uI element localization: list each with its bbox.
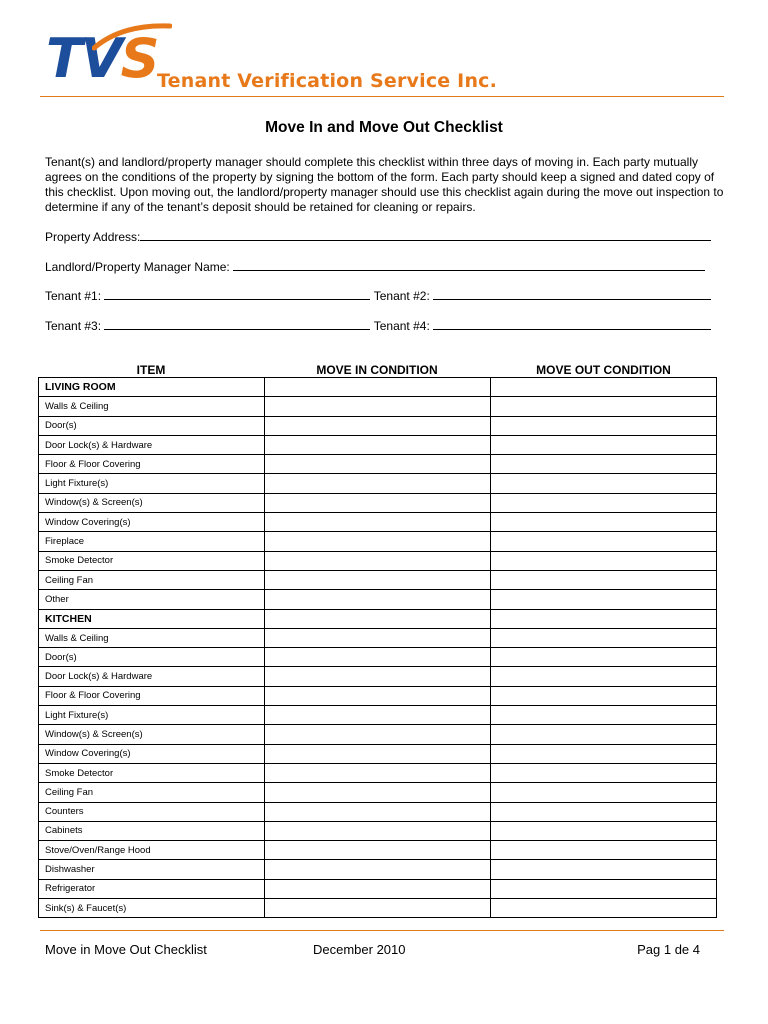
item-label: Dishwasher [39, 860, 265, 879]
table-row [39, 628, 717, 647]
move-in-condition-cell[interactable] [265, 397, 491, 416]
move-in-condition-cell[interactable] [265, 551, 491, 570]
move-out-condition-cell[interactable] [491, 474, 717, 493]
item-label: Walls & Ceiling [39, 628, 265, 647]
table-row [39, 648, 717, 667]
company-name: Tenant Verification Service Inc. [157, 70, 498, 92]
page-footer [40, 930, 724, 961]
move-out-condition-cell[interactable] [491, 570, 717, 589]
item-label: Floor & Floor Covering [39, 455, 265, 474]
move-out-condition-cell[interactable] [491, 435, 717, 454]
move-out-condition-cell[interactable] [491, 648, 717, 667]
checklist-table [38, 377, 717, 918]
tenant2-label: Tenant #2: [373, 289, 430, 303]
move-out-condition-cell[interactable] [491, 706, 717, 725]
move-out-condition-cell[interactable] [491, 551, 717, 570]
logo-swoosh-icon [92, 22, 172, 52]
item-label: Window(s) & Screen(s) [39, 493, 265, 512]
logo-letter-s: S [120, 27, 158, 90]
move-in-condition-cell[interactable] [265, 493, 491, 512]
move-out-condition-cell[interactable] [491, 455, 717, 474]
item-label: Window Covering(s) [39, 513, 265, 532]
table-row [39, 686, 717, 705]
move-out-condition-cell[interactable] [491, 378, 717, 397]
tenant3-field[interactable] [104, 318, 370, 330]
move-out-condition-cell[interactable] [491, 609, 717, 628]
item-label: Smoke Detector [39, 551, 265, 570]
move-out-condition-cell[interactable] [491, 802, 717, 821]
section-heading: KITCHEN [39, 609, 265, 628]
move-in-condition-cell[interactable] [265, 416, 491, 435]
move-in-condition-cell[interactable] [265, 763, 491, 782]
move-out-condition-cell[interactable] [491, 879, 717, 898]
move-in-condition-cell[interactable] [265, 667, 491, 686]
move-out-condition-cell[interactable] [491, 532, 717, 551]
table-row [39, 899, 717, 918]
move-in-condition-cell[interactable] [265, 841, 491, 860]
item-label: Floor & Floor Covering [39, 686, 265, 705]
column-header-move-out: MOVE OUT CONDITION [536, 363, 671, 377]
document-header [40, 28, 724, 97]
checklist-body [39, 378, 717, 918]
move-out-condition-cell[interactable] [491, 841, 717, 860]
property-address-field[interactable] [140, 229, 711, 241]
move-out-condition-cell[interactable] [491, 725, 717, 744]
move-in-condition-cell[interactable] [265, 378, 491, 397]
tenant1-field[interactable] [104, 288, 370, 300]
move-out-condition-cell[interactable] [491, 513, 717, 532]
move-out-condition-cell[interactable] [491, 397, 717, 416]
item-label: Sink(s) & Faucet(s) [39, 899, 265, 918]
move-out-condition-cell[interactable] [491, 763, 717, 782]
move-in-condition-cell[interactable] [265, 821, 491, 840]
column-header-move-in: MOVE IN CONDITION [316, 363, 438, 377]
table-row [39, 532, 717, 551]
table-row [39, 397, 717, 416]
footer-page-number: Pag 1 de 4 [637, 942, 700, 957]
move-in-condition-cell[interactable] [265, 706, 491, 725]
move-in-condition-cell[interactable] [265, 686, 491, 705]
property-address-row [45, 229, 711, 244]
table-row [39, 493, 717, 512]
table-row [39, 841, 717, 860]
move-in-condition-cell[interactable] [265, 435, 491, 454]
item-label: Window Covering(s) [39, 744, 265, 763]
move-out-condition-cell[interactable] [491, 686, 717, 705]
logo-letter-v: V [80, 27, 121, 90]
table-row [39, 725, 717, 744]
item-label: Light Fixture(s) [39, 706, 265, 725]
item-label: Door Lock(s) & Hardware [39, 435, 265, 454]
item-label: Counters [39, 802, 265, 821]
move-in-condition-cell[interactable] [265, 783, 491, 802]
item-label: Ceiling Fan [39, 570, 265, 589]
move-in-condition-cell[interactable] [265, 513, 491, 532]
table-row [39, 879, 717, 898]
intro-paragraph: Tenant(s) and landlord/property manager should complete this checklist within three days of moving in. Each party mutually agrees on the conditions of the property by signing the bottom of the form. Each party should keep a signed and dated copy of this checklist. Upon moving out, the landlord/property manager should use this checklist again during the move out inspection to determine if any of the tenant’s deposit should be retained for cleaning or repairs. [45, 155, 724, 214]
item-label: Refrigerator [39, 879, 265, 898]
move-in-condition-cell[interactable] [265, 802, 491, 821]
move-in-condition-cell[interactable] [265, 474, 491, 493]
tenant4-label: Tenant #4: [373, 319, 430, 333]
item-label: Walls & Ceiling [39, 397, 265, 416]
table-row [39, 455, 717, 474]
item-label: Light Fixture(s) [39, 474, 265, 493]
move-in-condition-cell[interactable] [265, 609, 491, 628]
section-row [39, 378, 717, 397]
item-label: Window(s) & Screen(s) [39, 725, 265, 744]
move-in-condition-cell[interactable] [265, 648, 491, 667]
table-row [39, 744, 717, 763]
table-row [39, 763, 717, 782]
tenant-row-2 [45, 318, 711, 333]
section-heading: LIVING ROOM [39, 378, 265, 397]
table-row [39, 802, 717, 821]
tenant3-label: Tenant #3: [45, 319, 102, 333]
tenant-row-1 [45, 288, 711, 303]
move-in-condition-cell[interactable] [265, 455, 491, 474]
table-row [39, 667, 717, 686]
tenant1-label: Tenant #1: [45, 289, 102, 303]
table-row [39, 706, 717, 725]
footer-date: December 2010 [313, 942, 406, 957]
move-out-condition-cell[interactable] [491, 628, 717, 647]
move-in-condition-cell[interactable] [265, 532, 491, 551]
column-header-item: ITEM [136, 363, 166, 377]
move-out-condition-cell[interactable] [491, 783, 717, 802]
move-in-condition-cell[interactable] [265, 628, 491, 647]
item-label: Door Lock(s) & Hardware [39, 667, 265, 686]
move-out-condition-cell[interactable] [491, 590, 717, 609]
manager-name-field[interactable] [233, 259, 705, 271]
move-out-condition-cell[interactable] [491, 744, 717, 763]
move-in-condition-cell[interactable] [265, 744, 491, 763]
item-label: Smoke Detector [39, 763, 265, 782]
item-label: Stove/Oven/Range Hood [39, 841, 265, 860]
property-address-label: Property Address: [45, 230, 141, 244]
move-in-condition-cell[interactable] [265, 879, 491, 898]
move-in-condition-cell[interactable] [265, 570, 491, 589]
table-row [39, 416, 717, 435]
tenant4-field[interactable] [433, 318, 711, 330]
move-in-condition-cell[interactable] [265, 590, 491, 609]
table-row [39, 821, 717, 840]
move-in-condition-cell[interactable] [265, 860, 491, 879]
move-out-condition-cell[interactable] [491, 667, 717, 686]
footer-document-name: Move in Move Out Checklist [45, 942, 207, 957]
item-label: Door(s) [39, 416, 265, 435]
move-out-condition-cell[interactable] [491, 860, 717, 879]
table-row [39, 860, 717, 879]
move-in-condition-cell[interactable] [265, 725, 491, 744]
move-out-condition-cell[interactable] [491, 899, 717, 918]
logo-letter-t: T [46, 27, 81, 90]
table-row [39, 783, 717, 802]
table-row [39, 513, 717, 532]
item-label: Cabinets [39, 821, 265, 840]
item-label: Door(s) [39, 648, 265, 667]
manager-name-row [45, 259, 705, 274]
table-row [39, 551, 717, 570]
move-out-condition-cell[interactable] [491, 416, 717, 435]
item-label: Other [39, 590, 265, 609]
tenant2-field[interactable] [433, 288, 711, 300]
section-row [39, 609, 717, 628]
table-row [39, 435, 717, 454]
move-out-condition-cell[interactable] [491, 493, 717, 512]
page-title: Move In and Move Out Checklist [265, 119, 503, 136]
manager-name-label: Landlord/Property Manager Name: [45, 260, 230, 274]
move-out-condition-cell[interactable] [491, 821, 717, 840]
table-row [39, 590, 717, 609]
item-label: Ceiling Fan [39, 783, 265, 802]
table-row [39, 570, 717, 589]
table-row [39, 474, 717, 493]
item-label: Fireplace [39, 532, 265, 551]
move-in-condition-cell[interactable] [265, 899, 491, 918]
